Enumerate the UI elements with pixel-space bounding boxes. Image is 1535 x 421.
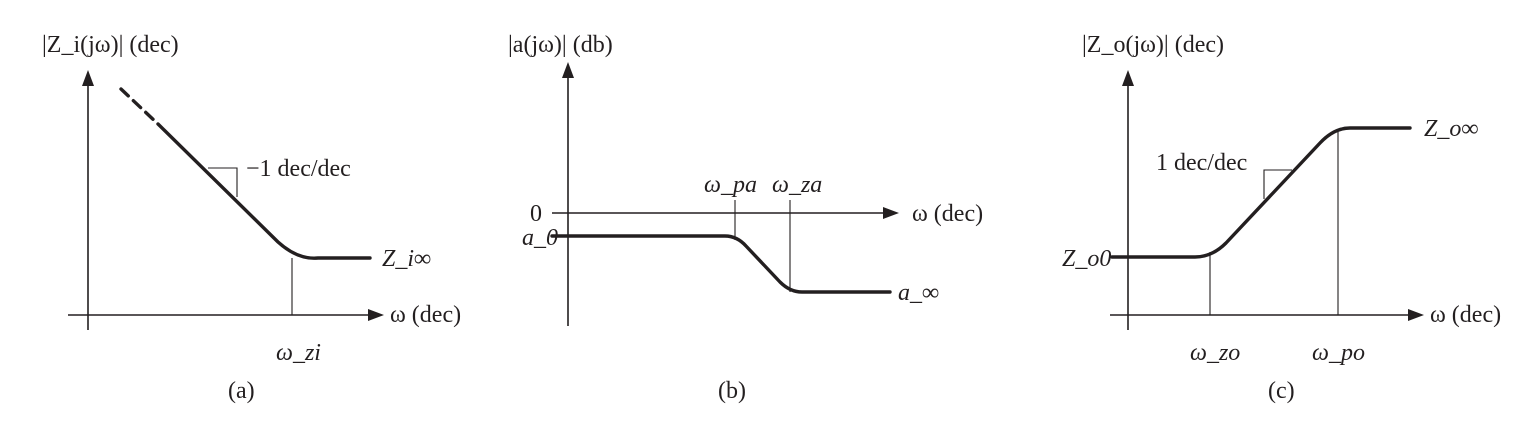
panel-b-x-arrowhead [883,207,899,219]
panel-c-x-label: ω (dec) [1430,302,1502,328]
panel-b-x-label: ω (dec) [912,201,984,227]
panel-a-x-arrowhead [368,309,384,321]
panel-a-impedance-curve [158,124,370,258]
panel-b-caption: (b) [718,378,746,404]
panel-c-y-label: |Z_o(jω)| (dec) [1082,32,1225,58]
panel-b-y-label: |a(jω)| (db) [508,32,613,58]
panel-c-y-arrowhead [1122,70,1134,86]
panel-c-high-label: Z_o∞ [1424,116,1479,142]
panel-a-slope-label: −1 dec/dec [246,156,351,182]
panel-b-zero-label: 0 [530,201,542,227]
panel-b-y-arrowhead [562,62,574,78]
panel-c-x-arrowhead [1408,309,1424,321]
panel-b-zero-freq-label: ω_za [772,172,823,198]
panel-c-zero-freq-label: ω_zo [1190,340,1241,366]
panel-a-asymptote-label: Z_i∞ [382,246,432,272]
panel-c-slope-label: 1 dec/dec [1156,150,1248,176]
panel-a-corner-label: ω_zi [276,340,321,366]
panel-b-gain-curve [552,236,890,292]
panel-a-caption: (a) [228,378,255,404]
panel-b-low-label: a_0 [522,225,558,251]
panel-c-pole-freq-label: ω_po [1312,340,1365,366]
panel-a-slope-triangle [208,168,237,197]
panel-a-x-label: ω (dec) [390,302,462,328]
panel-c-caption: (c) [1268,378,1295,404]
panel-b-pole-label: ω_pa [704,172,757,198]
panel-a [42,32,461,404]
panel-c-impedance-curve [1112,128,1410,257]
panel-b [508,32,983,404]
panel-b-high-label: a_∞ [898,280,940,306]
panel-a-y-arrowhead [82,70,94,86]
panel-a-dashed-extension [121,89,158,124]
panel-a-y-label: |Z_i(jω)| (dec) [42,32,179,58]
panel-c-low-label: Z_o0 [1062,246,1112,272]
panel-c-slope-triangle [1264,170,1292,199]
panel-c [1062,32,1501,404]
